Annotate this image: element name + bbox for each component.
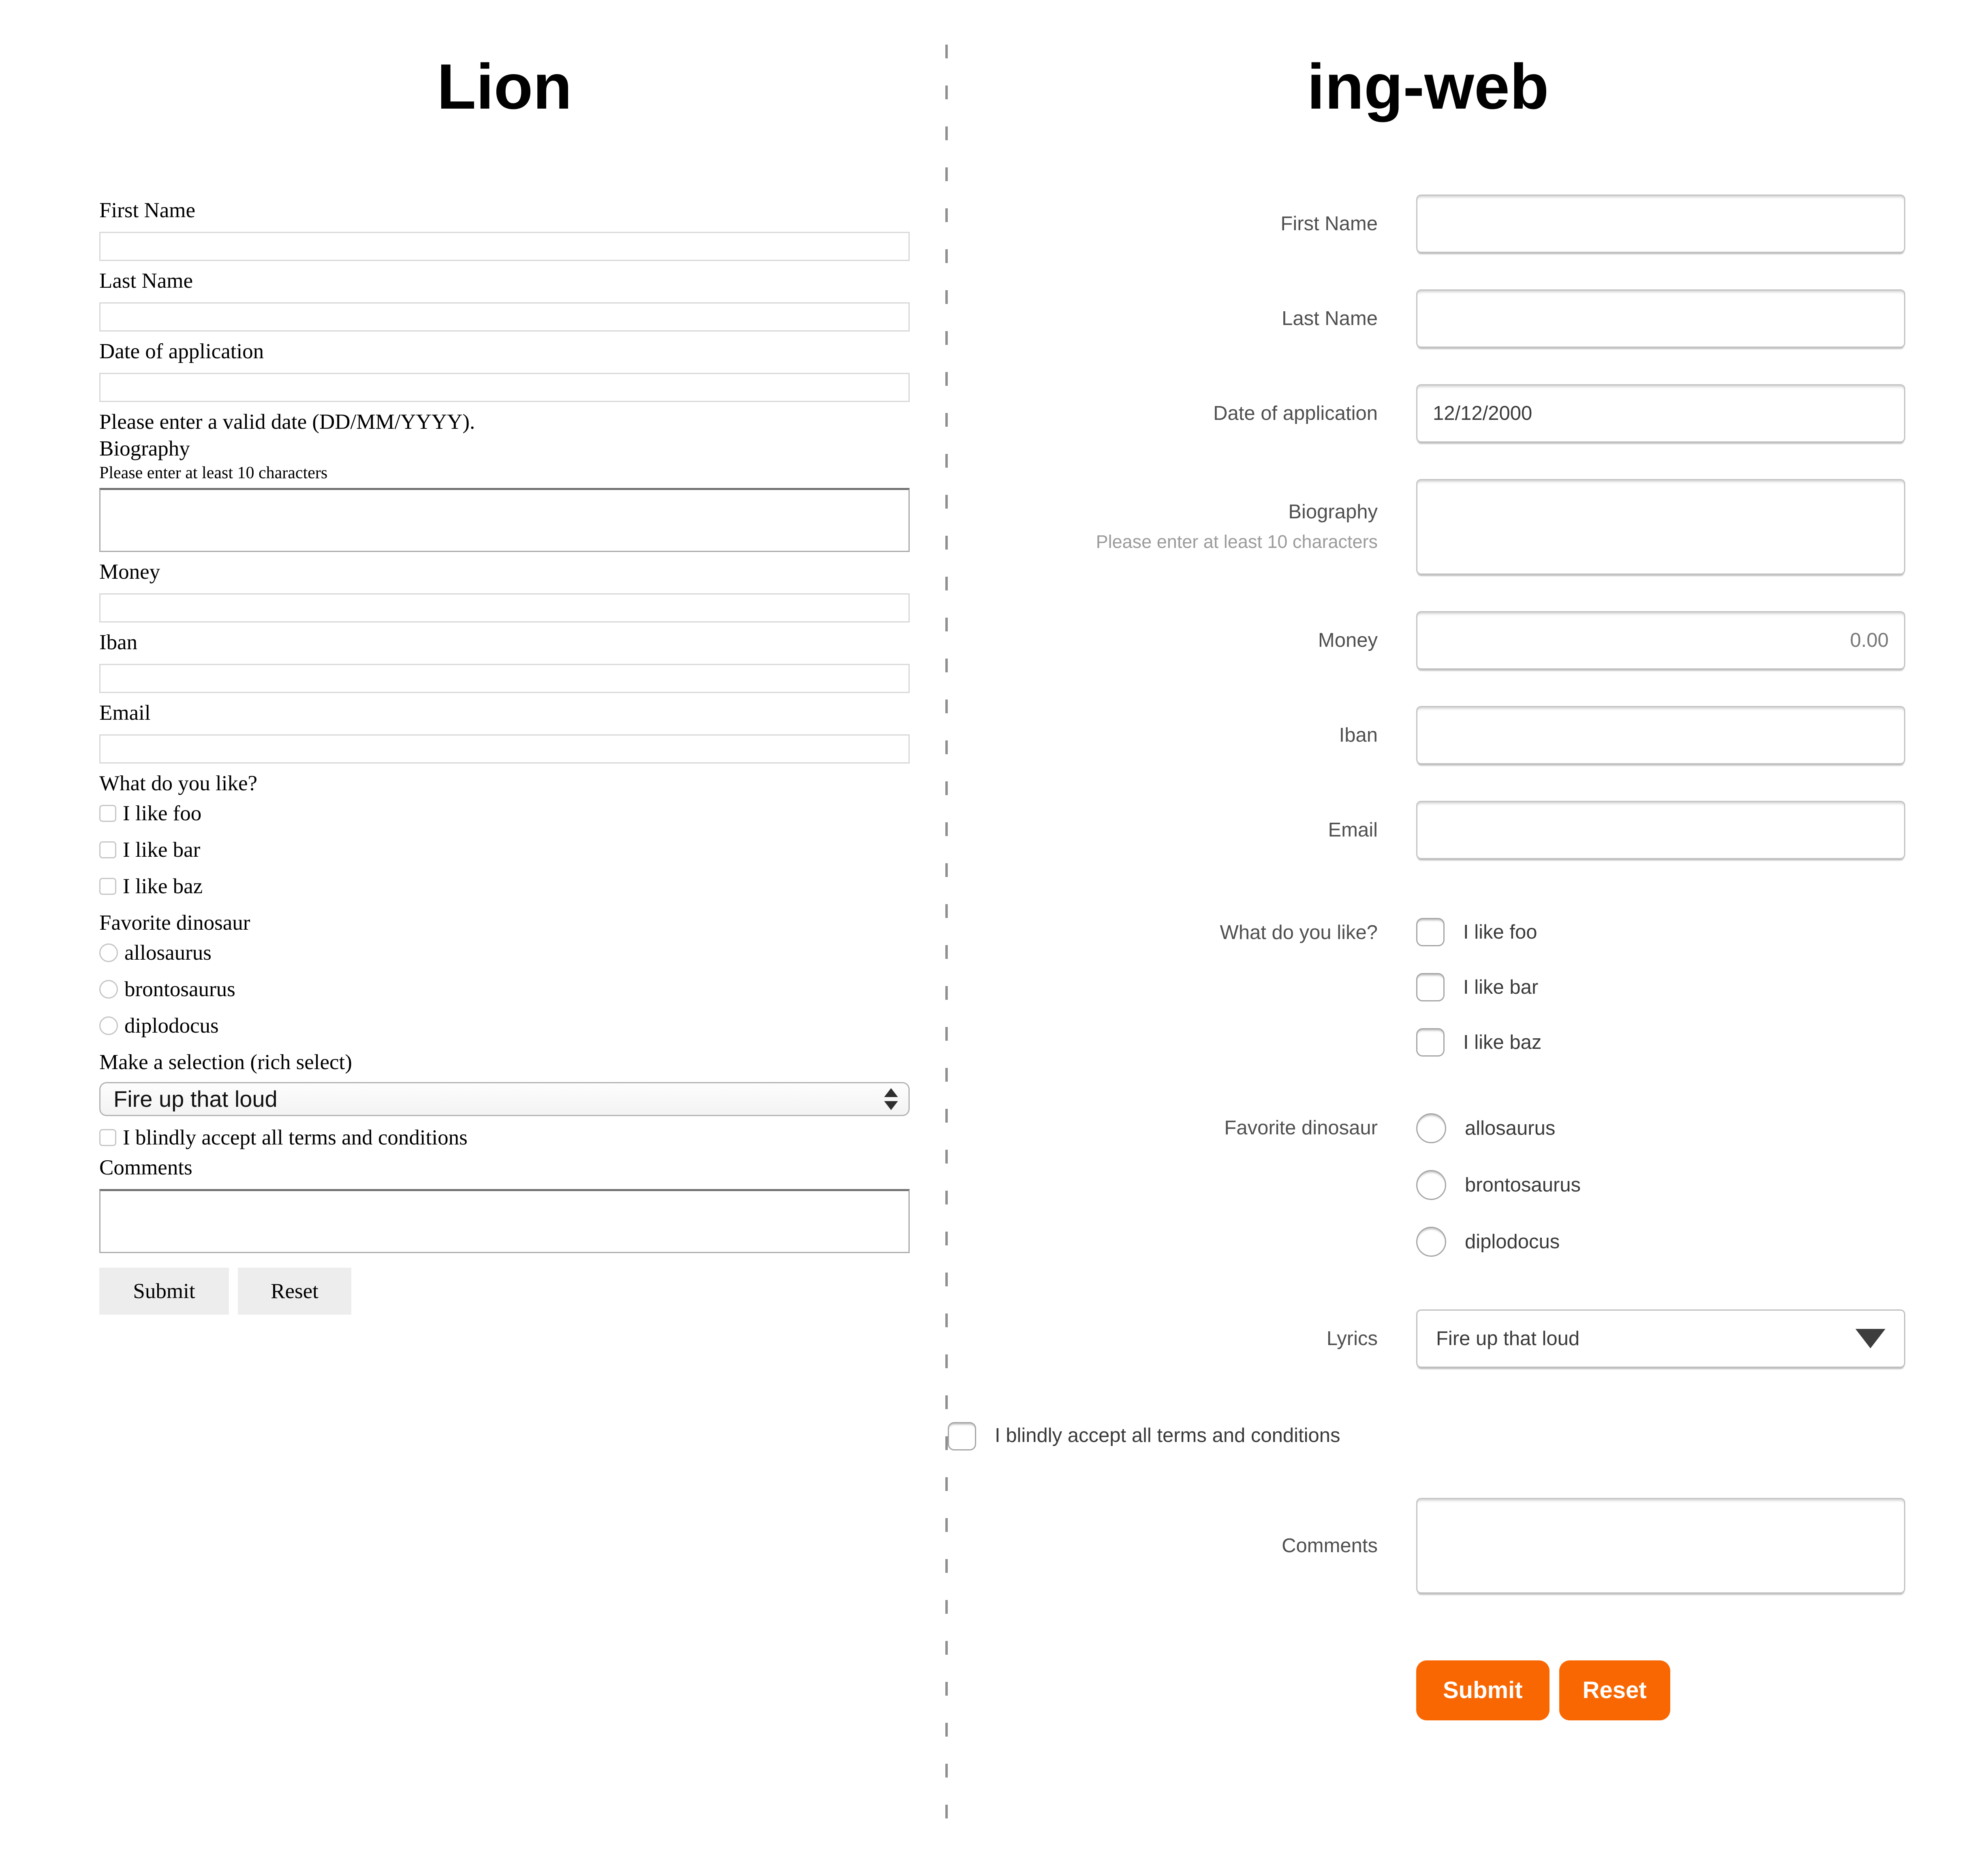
iban-label: Iban — [1339, 724, 1378, 746]
lyrics-select-value: Fire up that loud — [1436, 1327, 1580, 1350]
rich-select-value: Fire up that loud — [113, 1086, 278, 1112]
biography-textarea[interactable] — [1416, 479, 1905, 575]
terms-label: I blindly accept all terms and conditions — [123, 1125, 468, 1149]
radio-allosaurus[interactable] — [1416, 1113, 1446, 1143]
chevron-down-icon — [1855, 1329, 1885, 1348]
lyrics-row — [948, 1309, 1908, 1368]
dinosaur-group-label: Favorite dinosaur — [1224, 1117, 1378, 1139]
checkbox-label: I like baz — [123, 874, 203, 898]
lyrics-label: Lyrics — [1326, 1327, 1378, 1350]
checkbox-label: I like foo — [1463, 921, 1537, 943]
email-input[interactable] — [99, 734, 910, 764]
biography-label: Biography — [99, 436, 190, 460]
checkbox-i-like-foo[interactable] — [1416, 918, 1445, 946]
biography-helper-text: Please enter at least 10 characters — [1096, 531, 1378, 552]
radio-label: diplodocus — [124, 1014, 219, 1037]
checkbox-i-like-bar[interactable] — [99, 841, 116, 858]
date-of-application-label: Date of application — [99, 339, 264, 363]
radio-brontosaurus[interactable] — [99, 980, 118, 999]
money-label: Money — [1318, 629, 1378, 651]
terms-checkbox[interactable] — [99, 1129, 116, 1146]
radio-brontosaurus[interactable] — [1416, 1170, 1446, 1200]
terms-row — [99, 1126, 910, 1149]
email-label: Email — [99, 701, 151, 725]
iban-label: Iban — [99, 630, 138, 654]
ing-web-panel-title: ing-web — [1307, 51, 1549, 122]
first-name-label: First Name — [99, 198, 195, 222]
money-input[interactable] — [99, 593, 910, 622]
email-input[interactable] — [1416, 801, 1905, 859]
checkbox-row-bar — [1416, 973, 1905, 1001]
dinosaur-group-row — [948, 1113, 1908, 1257]
biography-row — [948, 479, 1908, 575]
checkbox-row-foo — [99, 802, 910, 825]
radio-row-allosaurus — [1416, 1113, 1905, 1143]
radio-label: diplodocus — [1465, 1230, 1560, 1253]
date-of-application-input[interactable] — [99, 373, 910, 402]
ing-web-button-bar — [1416, 1660, 1908, 1720]
radio-row-brontosaurus — [99, 978, 910, 1001]
radio-row-diplodocus — [1416, 1227, 1905, 1257]
radio-diplodocus[interactable] — [1416, 1227, 1446, 1257]
radio-diplodocus[interactable] — [99, 1016, 118, 1035]
checkbox-row-bar — [99, 838, 910, 862]
radio-row-brontosaurus — [1416, 1170, 1905, 1200]
rich-select[interactable] — [99, 1082, 910, 1116]
email-row — [948, 801, 1908, 859]
iban-input[interactable] — [99, 664, 910, 693]
biography-label-block — [948, 500, 1378, 554]
lyrics-select[interactable] — [1416, 1309, 1905, 1368]
email-label: Email — [1328, 819, 1378, 841]
checkbox-i-like-foo[interactable] — [99, 805, 116, 822]
first-name-input[interactable] — [99, 232, 910, 261]
iban-input[interactable] — [1416, 706, 1905, 764]
radio-label: brontosaurus — [1465, 1174, 1581, 1196]
checkbox-i-like-baz[interactable] — [99, 878, 116, 895]
submit-button[interactable]: Submit — [1416, 1660, 1550, 1720]
reset-button[interactable]: Reset — [1559, 1660, 1670, 1720]
last-name-row — [948, 289, 1908, 348]
submit-button[interactable]: Submit — [99, 1268, 229, 1315]
dinosaur-group-label: Favorite dinosaur — [99, 911, 250, 935]
money-label: Money — [99, 560, 160, 584]
ing-web-form — [948, 195, 1908, 1720]
date-of-application-row — [948, 384, 1908, 443]
radio-allosaurus[interactable] — [99, 943, 118, 962]
last-name-input[interactable] — [99, 302, 910, 332]
likes-group-label: What do you like? — [99, 771, 258, 795]
radio-label: brontosaurus — [124, 977, 235, 1001]
first-name-label: First Name — [1280, 212, 1378, 235]
first-name-input[interactable] — [1416, 195, 1905, 253]
checkbox-label: I like foo — [123, 801, 202, 825]
last-name-input[interactable] — [1416, 289, 1905, 348]
date-helper-text: Please enter a valid date (DD/MM/YYYY). — [99, 410, 475, 434]
comments-row — [948, 1498, 1908, 1594]
iban-row — [948, 706, 1908, 764]
radio-row-allosaurus — [99, 941, 910, 965]
lion-panel-title: Lion — [437, 51, 572, 122]
biography-helper-text: Please enter at least 10 characters — [99, 463, 328, 482]
comments-textarea[interactable] — [1416, 1498, 1905, 1594]
checkbox-row-baz — [99, 875, 910, 898]
terms-label: I blindly accept all terms and conditions — [995, 1424, 1340, 1446]
first-name-row — [948, 195, 1908, 253]
money-input[interactable] — [1416, 611, 1905, 670]
date-of-application-input[interactable] — [1416, 384, 1905, 443]
lion-button-bar — [99, 1268, 910, 1315]
likes-group-label: What do you like? — [1220, 921, 1378, 943]
last-name-label: Last Name — [99, 269, 193, 293]
money-row — [948, 611, 1908, 670]
checkbox-label: I like bar — [123, 838, 201, 862]
terms-checkbox[interactable] — [948, 1422, 976, 1450]
last-name-label: Last Name — [1282, 307, 1378, 329]
biography-label: Biography — [1288, 501, 1378, 523]
radio-label: allosaurus — [124, 941, 212, 965]
radio-label: allosaurus — [1465, 1117, 1556, 1139]
checkbox-label: I like baz — [1463, 1031, 1542, 1053]
comments-textarea[interactable] — [99, 1189, 910, 1253]
reset-button[interactable]: Reset — [238, 1268, 351, 1315]
date-of-application-label: Date of application — [1213, 402, 1378, 424]
checkbox-row-baz — [1416, 1028, 1905, 1057]
checkbox-i-like-baz[interactable] — [1416, 1028, 1445, 1057]
comments-label: Comments — [1282, 1534, 1378, 1557]
select-spinner-icon — [884, 1088, 898, 1110]
ing-web-panel — [948, 0, 1977, 1876]
radio-row-diplodocus — [99, 1014, 910, 1037]
likes-group-row — [948, 918, 1908, 1057]
terms-row — [948, 1420, 1908, 1451]
checkbox-label: I like bar — [1463, 976, 1539, 998]
comments-label: Comments — [99, 1155, 192, 1179]
biography-textarea[interactable] — [99, 488, 910, 552]
rich-select-label: Make a selection (rich select) — [99, 1050, 352, 1074]
lion-form — [99, 199, 910, 1315]
checkbox-row-foo — [1416, 918, 1905, 946]
checkbox-i-like-bar[interactable] — [1416, 973, 1445, 1001]
lion-panel — [0, 0, 945, 1876]
